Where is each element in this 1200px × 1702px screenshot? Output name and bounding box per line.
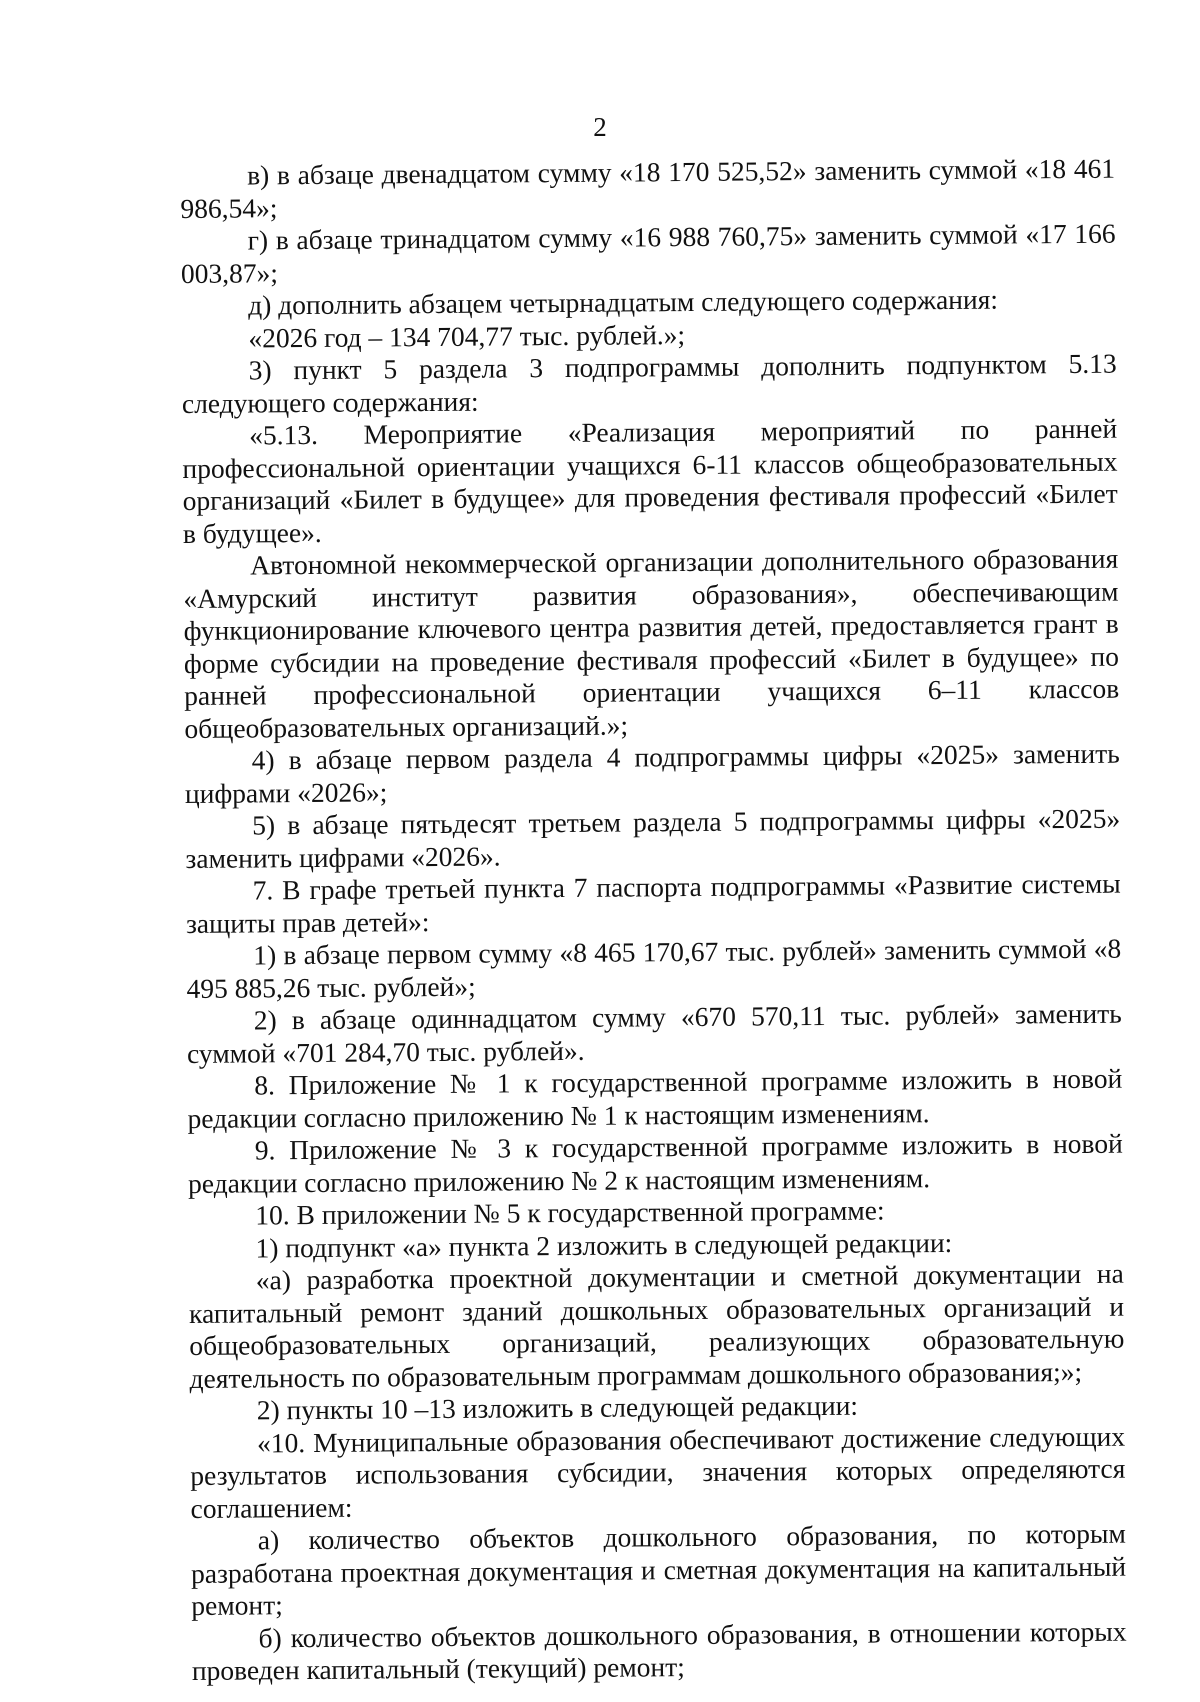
document-body: [180, 153, 1127, 1688]
paragraph: 5) в абзаце пятьдесят третьем раздела 5 подпрограммы цифры «2025» заменить цифрами «2026».: [185, 802, 1121, 874]
paragraph: 2) пункты 10 –13 изложить в следующей редакции:: [256, 1389, 859, 1426]
page-number: 2: [593, 112, 607, 142]
paragraph: «10. Муниципальные образования обеспечивают достижение следующих результатов использования субсидии, значения которых определяются соглашением:: [190, 1420, 1126, 1524]
paragraph: 9. Приложение № 3 к государственной программе изложить в новой редакции согласно приложению № 2 к настоящим изменениям.: [187, 1127, 1123, 1199]
paragraph: 3) пункт 5 раздела 3 подпрограммы дополнить подпунктом 5.13 следующего содержания:: [181, 347, 1117, 419]
paragraph: 7. В графе третьей пункта 7 паспорта подпрограммы «Развитие системы защиты прав детей»:: [185, 867, 1121, 939]
paragraph: 2) в абзаце одиннадцатом сумму «670 570,11 тыс. рублей» заменить суммой «701 284,70 тыс. рублей».: [186, 997, 1122, 1069]
paragraph: 1) подпункт «а» пункта 2 изложить в следующей редакции:: [255, 1226, 953, 1263]
paragraph: 4) в абзаце первом раздела 4 подпрограммы цифры «2025» заменить цифрами «2026»;: [184, 737, 1120, 809]
paragraph: б) количество объектов дошкольного образования, в отношении которых проведен капитальный (текущий) ремонт;: [191, 1615, 1127, 1686]
paragraph: г) в абзаце тринадцатом сумму «16 988 760,75» заменить суммой «17 166 003,87»;: [180, 217, 1116, 289]
paragraph: «5.13. Мероприятие «Реализация мероприятий по ранней профессиональной ориентации учащихся 6-11 классов общеобразовательных организаций «Билет в будущее» для проведения фестиваля профессий «Билет в будущее».: [182, 412, 1118, 549]
paragraph: 8. Приложение № 1 к государственной программе изложить в новой редакции согласно приложению № 1 к настоящим изменениям.: [187, 1062, 1123, 1134]
paragraph: в) в абзаце двенадцатом сумму «18 170 525,52» заменить суммой «18 461 986,54»;: [180, 152, 1116, 224]
paragraph: «а) разработка проектной документации и сметной документации на капитальный ремонт зданий дошкольных образовательных организаций и общеобразовательных организаций, реализующих образовательную деятельность по образовательным программам дошкольного образования;»;: [188, 1257, 1125, 1394]
paragraph: 1) в абзаце первом сумму «8 465 170,67 тыс. рублей» заменить суммой «8 495 885,26 тыс. рублей»;: [186, 932, 1122, 1004]
paragraph: д) дополнить абзацем четырнадцатым следующего содержания:: [248, 283, 999, 321]
paragraph: «2026 год – 134 704,77 тыс. рублей.»;: [248, 318, 686, 353]
paragraph: Автономной некоммерческой организации дополнительного образования «Амурский институт развития образования», обеспечивающим функционирование ключевого центра развития детей, предоставляется грант в форме субсидии на проведение фестиваля профессий «Билет в будущее» по ранней профессиональной ориентации учащихся 6–11 классов общеобразовательных организаций.»;: [183, 542, 1120, 744]
paragraph: 10. В приложении № 5 к государственной программе:: [255, 1194, 885, 1231]
paragraph: а) количество объектов дошкольного образования, по которым разработана проектная документация и сметная документация на капитальный ремонт;: [190, 1517, 1127, 1621]
